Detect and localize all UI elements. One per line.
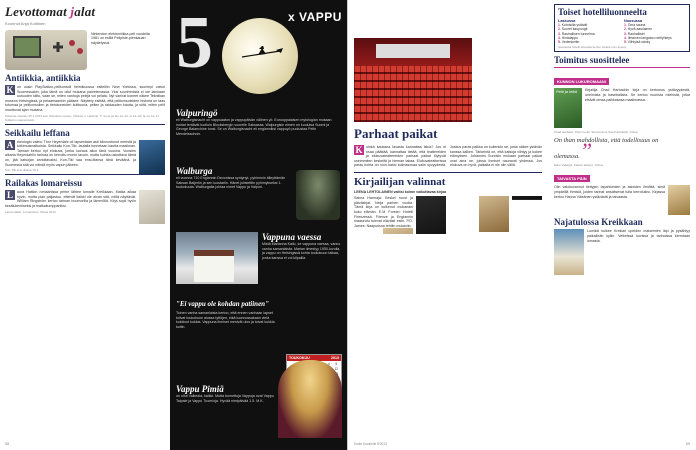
tip-text: Rauhallinen tunnelma <box>561 31 595 36</box>
section-railakas-body: aura Haltion romaanissa perhe lähtee lomalle Kreikkaan. Matka alkaa hyvin, mutta pian paljastuu, etteivät kaikki ole aivan sitä, miltä näyttävät. William Ringström kertoo tarinan huumorilla ja lämmöllä. Kirja sopii hyvin kesälukemiseksi ja matkakumppaniksi. <box>5 190 136 208</box>
badge-taivasta: TAIVASTA PÄIN <box>554 175 590 182</box>
vappu-quote: "Ei vappu ole kohdan patiinen" <box>176 300 269 308</box>
cinema-seat-rows <box>354 66 472 122</box>
rec1-footer: Chad Harbach: Pelin henki. Suomennus Sari Karhulahti. Otava. <box>554 130 639 135</box>
calendar-year: 2013 <box>331 356 339 360</box>
vappu-pimia-block <box>176 384 274 403</box>
calendar-day: 5 <box>335 362 338 366</box>
hotel-tips-columns <box>558 19 686 44</box>
valpuringo-title: Valpuringö <box>176 108 218 118</box>
tip-item: 2. Suuret kaupungit <box>558 27 588 32</box>
tip-item: 2. Hyvä aamiainen <box>624 27 653 32</box>
vappu-title: x VAPPU <box>288 10 342 24</box>
gameboy-button-b <box>77 48 83 54</box>
witch-on-broom-icon <box>240 46 284 60</box>
tip-text: Suuret kaupungit <box>561 27 588 32</box>
tips-note: Suosiosta hotelli-toiveista kertoo Hotels.com-kysely. <box>558 45 627 50</box>
walburga-title: Walburga <box>176 166 213 176</box>
parhaat-paikat-title: Parhaat paikat <box>354 126 438 141</box>
book-cover-taivas <box>668 185 690 215</box>
middle-page <box>348 0 548 450</box>
portrait-image <box>278 360 342 438</box>
gameboy-caption: Nintendon elektroniikka-peli vuodelta 1981 on esillä Pelipiste-pienkauan näyttelyssä. <box>91 32 150 45</box>
section-antiikkia-body: un uusin PlayStation-pelikonsoli helmikuussa esiteltiin New Yorkissa, suurimpi vaivoi Suomessakin, joka tämä on ollut mukana palvelemassa. Yksi suurimmista ei ole lainkaan uutuuden kiilto, vaan se, miten vanhoja pelejä voi pelata. Nyt vanhat koneet näkee Tekniikan museon Helsingissä, ja pelaamaankin pääsee. Näyttely esittää, että pelikonsoleiden historia on taas tutumaa ja pelikonsolien ja tietokoneiden kulttuuria, pelien ja rakkauden kautta, ja siitä, miten pelit muuttuvat ajan mukana. <box>5 85 165 112</box>
tip-text: Hintalappu <box>561 35 578 40</box>
vappuna-block <box>262 232 344 260</box>
tip-item: 4. Ilmainen langaton nettiyhteys <box>624 35 672 40</box>
hotel-tips-title: Toiset hotelliluonneelta <box>558 7 647 17</box>
books-body: Saima Harmaja: Keskel runot ja päiväkirjat. Nelja parhen vuotta. Tämä kirja on kulkenut mukanani koko elämän. E.M. Forster: Hotelli Firenzessä. Firenze ja Englannin maaseutu tulevat elävästi esiin. P.D. James: Naapurissa tehtiin mukaviin. <box>354 196 413 228</box>
title-part-a: Levottomat <box>5 4 71 19</box>
vappu-pimia-text: on ollut Valkeala, kaikki. Mutta tunnettuja Vappuja ovat Vappu Taipale ja Vappu Tuomioja. Hyvää nimipäivää 1.5. M.K. <box>176 394 274 403</box>
tip-item: 1. Kotoisilta ystävät <box>558 23 588 27</box>
tip-item: 4. Hintalappu <box>558 35 578 40</box>
valpuringo-block <box>176 108 342 136</box>
calendar-month: TOUKOKUU <box>289 356 310 360</box>
title-part-b: alat <box>74 4 96 19</box>
section-antiikkia-text <box>5 85 165 113</box>
tips-col-nousussa <box>624 19 686 44</box>
section-seikkailu-text <box>5 140 165 168</box>
dropcap-a: A <box>6 139 14 150</box>
tips-col1-title: Laskussa <box>558 19 576 23</box>
vappuna-title: Vappuna vaessa <box>262 232 322 242</box>
rec1-text <box>554 88 690 102</box>
gameboy-image <box>5 30 87 70</box>
parhaat-paikat-body-2: Johannes Sundsin mukaan parhaat paikat ovat aina ne, joissa ihmiset nauravat yhdessä. Jos elokuva on hyvä, paikalla ei ole niin väliä. <box>450 154 542 168</box>
section-seikkailu-title: Seikkailu leffana <box>5 127 70 138</box>
tips-col-laskussa <box>558 19 620 44</box>
divider <box>354 172 542 173</box>
quote-text: On ihan mahdollista, että todellisuus on olemassa. <box>554 137 659 161</box>
cinema-seats-image <box>354 38 472 122</box>
section-railakas-text <box>5 190 165 208</box>
quote-block <box>176 300 276 329</box>
left-page <box>0 0 170 450</box>
section-seikkailu-footer: Kon-Tiki ensi-illassa 19.4. <box>5 168 40 173</box>
walburga-statue-image <box>296 170 340 220</box>
tip-text: Rauhalliset <box>627 31 645 36</box>
tip-item: 3. Rauhalliset <box>624 31 645 36</box>
dropcap-k-mid: K <box>355 145 363 155</box>
page-number-left: 58 <box>5 442 10 446</box>
book-cover-pelit: Pelit ja leikit <box>554 88 582 128</box>
tip-text: Kotoisilta ystävät <box>561 23 588 27</box>
tip-item: 5. Vedenkeitin <box>558 40 580 45</box>
dropcap-k: K <box>6 85 14 95</box>
tip-item: 1. Oma sauna <box>624 23 646 27</box>
rec2-text <box>554 185 690 199</box>
toimitus-title: Toimitus suosittelee <box>554 55 630 66</box>
walburga-block <box>176 166 288 190</box>
section-railakas-footer: Laura Haltio: Lomareissu. Otava 2013. <box>5 209 57 214</box>
rec3-body: Lumikki kulkee Kreikan upeiden maisemien läpi ja pysähtyy paikallisiin kyliin. Veikeissä kuvissa ja tarinoissa kerrotaan lomasta. <box>587 229 690 243</box>
badge-lukuromaani: KUNNON LUKUROMAANI <box>554 78 609 85</box>
page-number-right: 59 <box>685 442 690 446</box>
gameboy-row <box>5 26 165 70</box>
tips-col2-title: Nousussa <box>624 19 643 23</box>
quote-block <box>554 137 690 164</box>
mid-footer: Kodin Kuvalehti 9/2013 <box>354 442 387 446</box>
vappu-page <box>170 0 348 450</box>
byline: Koonnut Anja Kuittinen <box>5 21 46 26</box>
house-image <box>176 232 258 284</box>
books-text <box>354 196 542 234</box>
kon-tiki-poster <box>139 140 165 174</box>
kreikka-title: Najatulossa Kreikkaan <box>554 217 643 228</box>
section-antiikkia-footer: Pelipiste-näyttely 25.1.2013 asti. Tekniikan museo, Viikintie 1, Helsinki. Ti, ke ja pe klo 12–16, to 12–20, la–su 11–17. Sulljettu maanantaisin. <box>5 113 160 122</box>
dropcap-l: L <box>6 190 13 201</box>
tip-item: 5. Viihtyisä sänky <box>624 40 651 45</box>
title-part-j: j <box>70 4 75 19</box>
walburga-text: eli vuonna 710 Englannin Devonissa syntynyt, pyhimmin älleyttämän Saksan Baijeriin ja sen luostariin. Hänet julistettiin pyhimykseksi 1. toukokuuta. Walburgalla johtaa nimet Vappu ja Valpuri. <box>176 176 286 190</box>
cinema-screen <box>376 44 450 58</box>
tip-text: Ilmainen langaton nettiyhteys <box>627 35 672 40</box>
parhaat-paikat-text <box>354 145 542 168</box>
big-number-5: 5 <box>176 2 213 84</box>
rec1-body: Kirjailija Chad Harbachin kirja on kertomus ystävyydestä, unelmista ja baseballista. Se kertoo nuorista miehistä, jotka etsivät omaa paikkaansa maailmassa. <box>585 88 690 102</box>
divider-pink <box>554 67 690 68</box>
vappu-pimia-title: Vappu Pimiä <box>176 384 224 394</box>
section-antiikkia-title: Antiikkia, antiikkia <box>5 73 81 83</box>
quote-mark-icon: ” <box>579 138 593 164</box>
kirjailijan-valinnat-title: Kirjailijan valinnat <box>354 175 446 188</box>
gameboy-screen <box>13 36 41 58</box>
parhaat-paikat-body: uinka kaukana lavasta kannattaa istua? Jos ei osaa päättää, kannattaa tietää, että teattereiden ja elokuvateattereiden parhaat paikat löytyvät useimmiten keskeltä ja hieman takaa. Elokuvateatterissa paras kohta on noin kaksi kolmasosaa salin syvyydestä. Joskus paras paikka on kuitenkin se, josta näkee ystävän kanssa kaiken. Tärkeintä on, että katsoja viihtyy ja kokee elämyksen. <box>354 145 542 168</box>
valpuringo-text: eli Walburgisnacht on vappuaaton ja vappupäivän välinen yö. Eurooppalaisen mytologian mukaan noidat lentävät tuolloin Blocksbergin vuorelle Saksassa. Walpurgisin nimen on kuuluisa Suomi ja George Balanchine tunsi. Se on Walburgisnacht eli englanniksi vappuyö puolustaa Pelle Mendelssohnin. <box>176 118 332 136</box>
tip-item: 3. Rauhallinen tunnelma <box>558 31 595 36</box>
rec2-body: Olin valokuvannut tiettyjen tapahtumien ja asioiden ilmiöitä, siinä ympärillä ihmisiä, joiden tarinat ansaitsevat tulla kerrotuiksi. Kirjassa kertoo Hanna Väisänen ystävästä ja taivaasta. <box>554 185 665 199</box>
rec3-text <box>554 229 690 243</box>
book-cover-lomareissu <box>139 190 165 224</box>
divider <box>5 174 165 175</box>
right-page <box>548 0 696 450</box>
section-seikkailu-body: rkeologin vaimo Thor Heyerdahl oli lapsestaan asti kiinnostunut meristä ja tutkimusmatkoista. Seikkailu Kon-Tiki -lautalla tunnetaan kautta maailman. Tarinan kertoo nyt elokuva, jonka kuvaus alkoi tänä vuonna. Vuosien aikana Heyerdahlin tarinaa on kerrottu monin tavoin, mutta kuinka uskottava tämä on, jää katsojan arvioitavaksi. Kon-Tiki saa ensi-iltansa tänä keväänä, ja Suomessa sitä voi nähdä myös vapun jälkeen. <box>5 139 136 167</box>
kreikka-image <box>554 229 584 275</box>
tip-text: Viihtyisä sänky <box>627 40 651 45</box>
calendar-day: 12 <box>334 366 339 371</box>
quote-text: Toinen vanha samanlaista kertoo, että ennen vanhaan lapset tulivat toukokuun alussa tyttöjen, eikä luonnossakaan vielä kukkinut kukkia. Vappuna ihmiset menivät ulos ja toivat kukkia kotiin. <box>176 311 275 329</box>
tip-text: Vedenkeitin <box>561 40 580 45</box>
tip-text: Hyvä aamiainen <box>627 27 653 32</box>
tip-text: Oma sauna <box>627 23 646 27</box>
hotel-tips-box <box>554 4 690 52</box>
vappuna-text: Mistä Marianna Kallo, se vappuna vaessa, vanno vanha samanlaista. Marian ilmestyy 1950-luvulla, ja vappu on Helsingissä kohta toukokuun taikaa, jonka kanssa ei voi kilpailla. <box>262 242 341 260</box>
section-railakas-title: Railakas lomareissu <box>5 178 83 189</box>
calendar-day: 4 <box>327 362 330 366</box>
gameboy-button-a <box>69 40 75 46</box>
quote-credit: Esko Valtaoja: Kaiken käsitys. Otava. <box>554 163 604 168</box>
magazine-title <box>5 4 165 20</box>
author-line: LEENA LEHTOLAINEN valitsi kolme vaikuttavaa kirjaa <box>354 189 447 194</box>
gameboy-dpad <box>53 42 63 52</box>
divider <box>5 124 165 125</box>
